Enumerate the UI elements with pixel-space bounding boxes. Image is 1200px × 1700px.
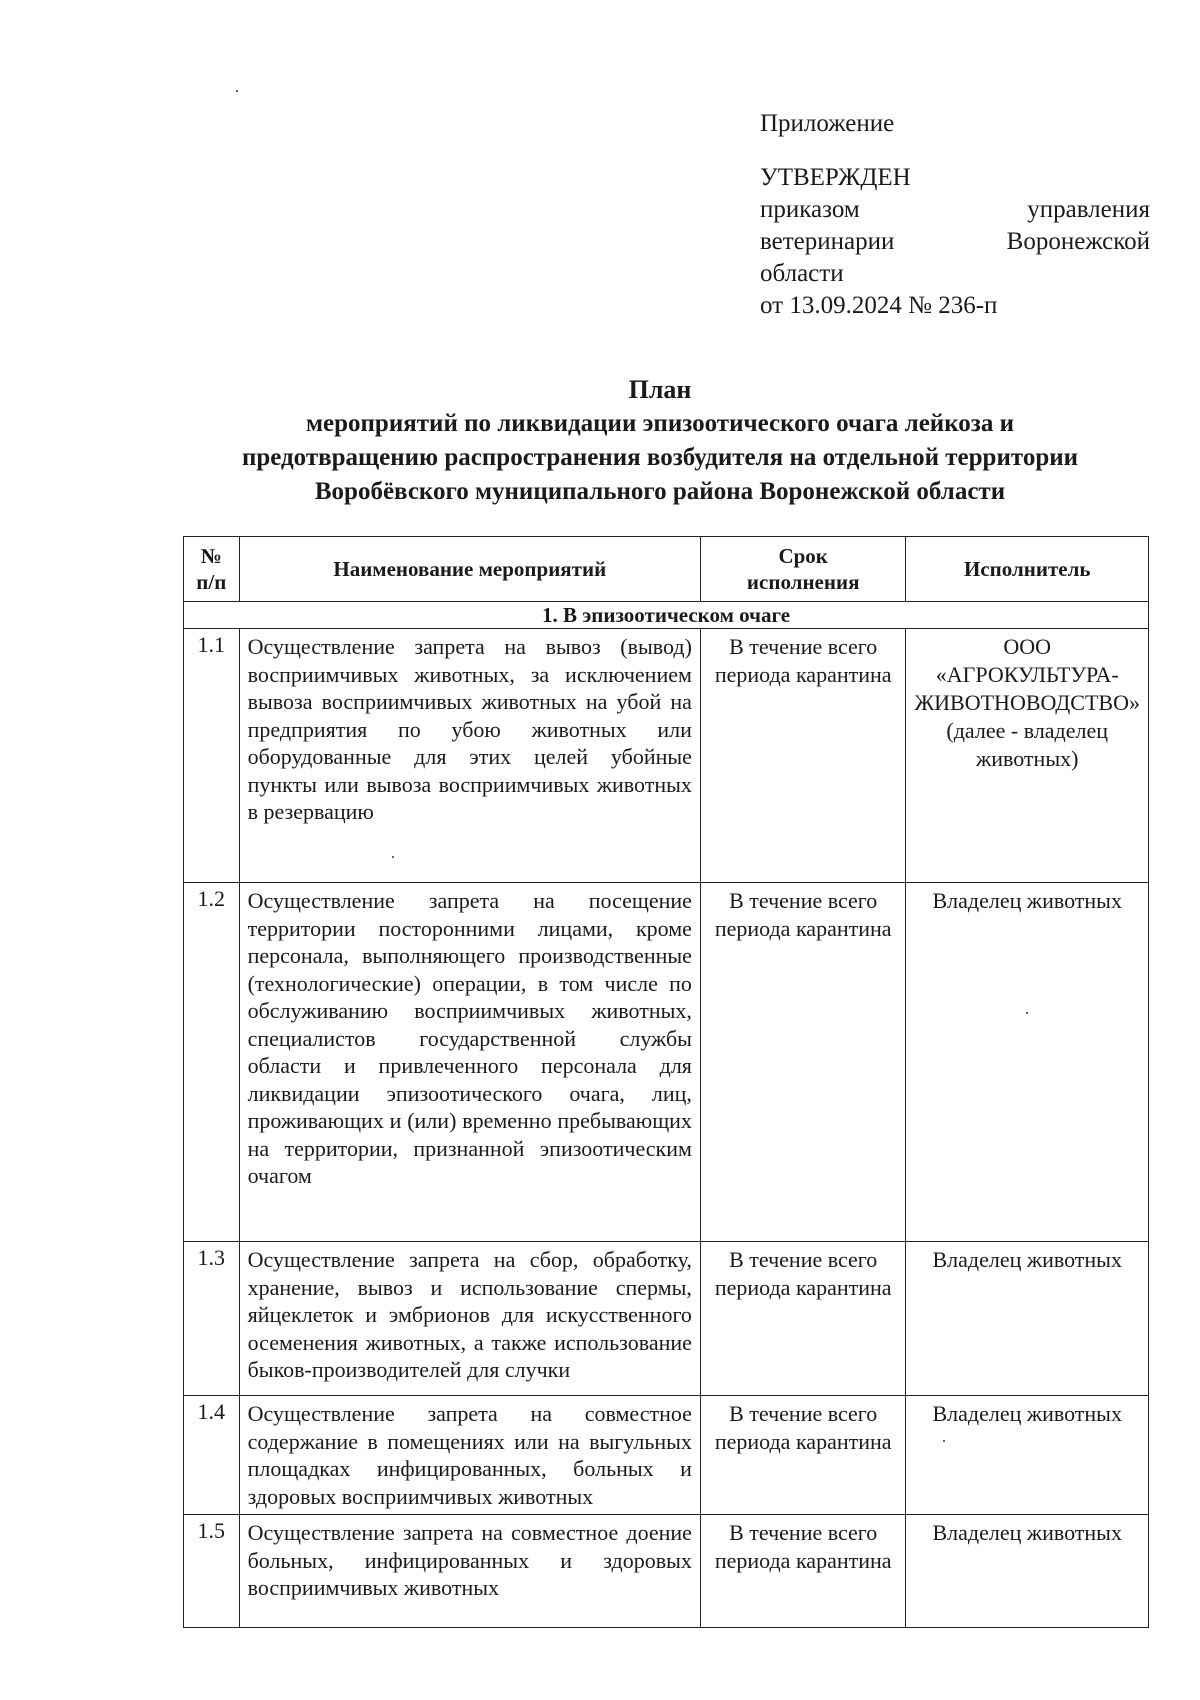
approval-line-1-left: приказом [760,196,860,223]
row-number: 1.5 [184,1515,240,1628]
approval-line-3: области [760,260,844,287]
document-title [180,373,1140,509]
approval-line-2 [760,226,1150,258]
title-word: План [628,375,692,404]
measures-table [183,536,1149,1628]
header-num [184,537,240,602]
scan-speck [943,1440,945,1442]
title-line-3: Воробёвского муниципального района Воронежской области [314,478,1006,505]
header-name: Наименование мероприятий [239,537,700,602]
row-measure: Осуществление запрета на совместное содержание в помещениях или на выгульных площадках инфицированных, больных и здоровых восприимчивых животных [239,1396,700,1515]
row-executor: Владелец животных [906,1515,1149,1628]
title-line-1: мероприятий по ликвидации эпизоотического очага лейкоза и [306,410,1014,437]
table-header-row [184,537,1149,602]
scan-speck [1026,1012,1028,1014]
appendix-label: Приложение [760,110,895,137]
row-number: 1.3 [184,1242,240,1396]
row-number: 1.1 [184,629,240,883]
row-term: В течение всего периода карантина [700,883,906,1242]
section-row [184,602,1149,629]
row-measure: Осуществление запрета на вывоз (вывод) восприимчивых животных, за исключением вывоза восприимчивых животных на убой на предприятия по убою животных или оборудованные для этих целей убойные пункты или вывоза восприимчивых животных в резервацию [239,629,700,883]
approval-line-2-right: Воронежской [1006,228,1150,255]
row-measure: Осуществление запрета на посещение территории посторонними лицами, кроме персонала, выполняющего производственные (технологические) операции, в том числе по обслуживанию восприимчивых животных, специалистов государственной службы области и привлеченного персонала для ликвидации эпизоотического очага, лиц, проживающих и (или) временно пребывающих на территории, признанной эпизоотическим очагом [239,883,700,1242]
row-term: В течение всего периода карантина [700,1242,906,1396]
row-number: 1.2 [184,883,240,1242]
approved-label: УТВЕРЖДЕН [760,164,911,191]
row-measure: Осуществление запрета на совместное доение больных, инфицированных и здоровых восприимчивых животных [239,1515,700,1628]
table-row [184,883,1149,1242]
header-executor: Исполнитель [906,537,1149,602]
table-row [184,629,1149,883]
table-row [184,1396,1149,1515]
section-title: 1. В эпизоотическом очаге [184,602,1149,629]
approval-line-1 [760,194,1150,226]
row-term: В течение всего периода карантина [700,1396,906,1515]
table-row [184,1242,1149,1396]
order-reference: от 13.09.2024 № 236-п [760,292,998,319]
scan-speck [392,856,394,858]
approval-line-1-right: управления [1027,196,1150,223]
header-num-line-1: № [200,544,222,568]
title-line-2: предотвращению распространения возбудителя на отдельной территории [241,444,1079,471]
row-executor: Владелец животных [906,1396,1149,1515]
header-term-line-1: Срок [778,544,828,568]
row-term: В течение всего периода карантина [700,1515,906,1628]
row-executor: ООО «АГРОКУЛЬТУРА-ЖИВОТНОВОДСТВО» (далее - владелец животных) [906,629,1149,883]
header-term [700,537,906,602]
header-num-line-2: п/п [196,570,227,594]
header-term-line-2: исполнения [746,570,860,594]
row-term: В течение всего периода карантина [700,629,906,883]
approval-line-2-left: ветеринарии [760,228,895,255]
row-executor: Владелец животных [906,1242,1149,1396]
approval-stamp [760,108,1150,322]
row-number: 1.4 [184,1396,240,1515]
scan-speck [236,90,238,92]
row-measure: Осуществление запрета на сбор, обработку, хранение, вывоз и использование спермы, яйцеклеток и эмбрионов для искусственного осеменения животных, а также использование быков-производителей для случки [239,1242,700,1396]
table-row [184,1515,1149,1628]
row-executor: Владелец животных [906,883,1149,1242]
